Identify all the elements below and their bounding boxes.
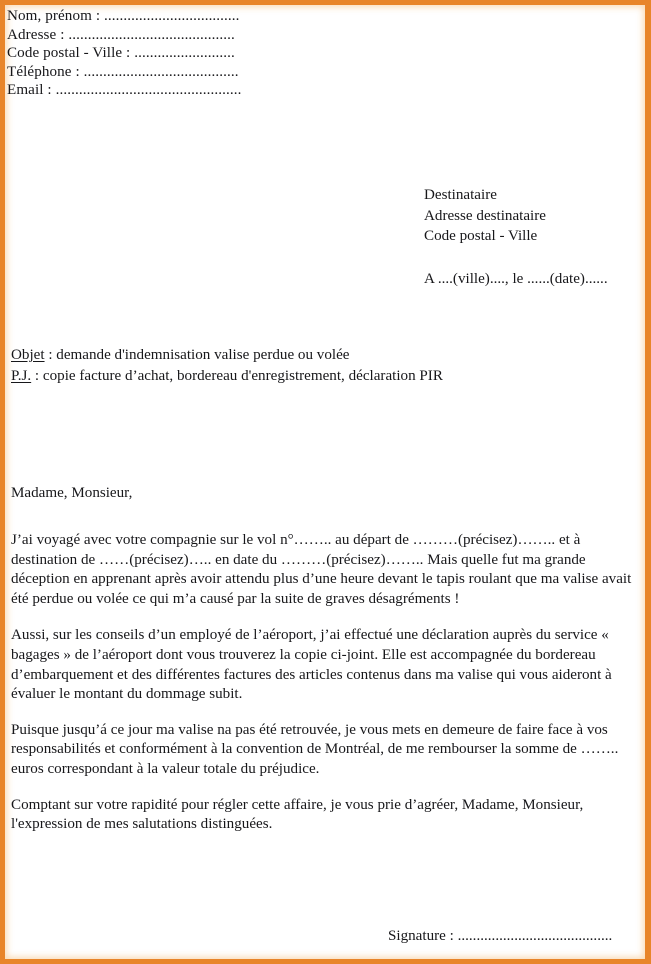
signature-line: Signature : ......................................... [388,928,613,944]
recipient-line-address: Adresse destinataire [424,207,546,224]
subject-line [11,345,443,366]
body-paragraph-3: Puisque jusqu’á ce jour ma valise na pas été retrouvée, je vous mets en demeure de faire face à vos responsabilités et conformément à la convention de Montréal, de me rembourser la somme de …….. euros correspondant à la valeur totale du préjudice. [11,721,619,777]
salutation: Madame, Monsieur, [11,485,133,501]
body-paragraph-2: Aussi, sur les conseils d’un employé de l’aéroport, j’ai effectué une déclaration auprès du service « bagages » de l’aéroport dont vous trouverez la copie ci-joint. Elle est accompagnée du bordereau d’embarquement et des différentes factures des articles contenus dans ma valise qui vous aideront à évaluer le montant du dommage subit. [11,627,612,703]
sender-line-address: Adresse : ........................................... [7,26,235,43]
sender-line-postal-city: Code postal - Ville : .......................... [7,45,235,62]
sender-line-phone: Téléphone : ........................................ [7,63,239,80]
date-line: A ....(ville)...., le ......(date)...... [424,271,608,287]
body-paragraph-1: J’ai voyagé avec votre compagnie sur le vol n°…….. au départ de ………(précisez)…….. et à destination de ……(précisez)….. en date du ………(précisez)…….. Mais quelle fut ma grande déception en apprenant après avoir attendu plus d’une heure devant le tapis roulant que ma valise avait été perdue ou volée ce qui m’a causé par la suite de graves désagréments ! [11,532,632,607]
sender-line-email: Email : ................................................ [7,82,242,99]
attachments-line [11,366,443,387]
recipient-line-name: Destinataire [424,187,497,203]
letter-body [11,531,641,851]
letter-sheet [5,5,645,959]
subject-text: : demande d'indemnisation valise perdue ou volée [44,347,350,363]
body-paragraph-4: Comptant sur votre rapidité pour régler cette affaire, je vous prie d’agréer, Madame, Monsieur, l'expression de mes salutations distinguées. [11,796,584,833]
attachments-label: P.J. [11,367,32,384]
subject-label: Objet [11,347,45,363]
recipient-address-block [424,185,546,247]
sender-address-block [7,7,639,100]
subject-block [11,345,443,387]
sender-line-name: Nom, prénom : ................................... [7,8,240,24]
attachments-text: : copie facture d’achat, bordereau d'enregistrement, déclaration PIR [31,367,443,384]
recipient-line-postal-city: Code postal - Ville [424,228,538,245]
